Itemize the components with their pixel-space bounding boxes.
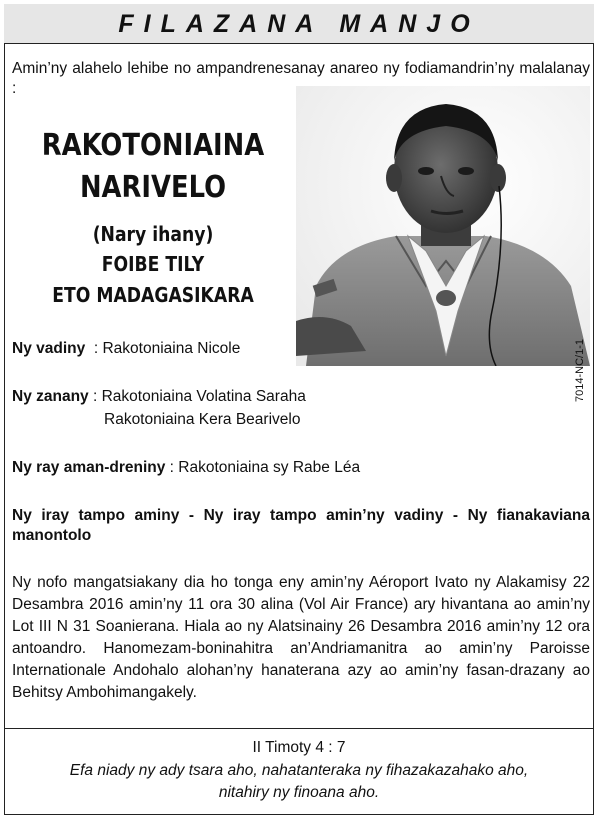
spouse-line: [12, 339, 240, 359]
verse-reference: II Timoty 4 : 7: [252, 739, 346, 756]
separator: :: [165, 459, 179, 476]
notice-title: FILAZANA MANJO: [118, 10, 480, 38]
families-line: Ny iray tampo aminy - Ny iray tampo amin’ny vadiny - Ny fianakaviana manontolo: [12, 507, 590, 544]
funeral-details: Ny nofo mangatsiakany dia ho tonga eny amin’ny Aéroport Ivato ny Alakamisy 22 Desambra 2016 amin’ny 11 ora 30 alina (Vol Air France) ary hivantana ao amin’ny Lot III N 31 Soanierana. Hiala ao ny Alatsinainy 26 Desambra 2016 amin’ny 12 ora antoandro. Hanomezam-boninahitra an’Andriamanitra ao amin’ny Paroisse Internationale Andohalo alohan’ny hanaterana azy ao amin’ny fasan-drazany ao Behitsy Ambohimangakely.: [12, 574, 590, 701]
separator: :: [88, 388, 102, 405]
children-label: Ny zanany: [12, 388, 89, 405]
deceased-given-name: NARIVELO: [79, 170, 227, 205]
deceased-title-line2: ETO MADAGASIKARA: [52, 283, 254, 307]
spouse-label: Ny vadiny: [12, 340, 86, 357]
siblings-label: Ny ray aman-dreniny: [12, 459, 166, 476]
child-name: Rakotoniaina Volatina Saraha: [101, 388, 306, 405]
intro-text: Amin’ny alahelo lehibe no ampandrenesanay anareo ny fodiamandrin’ny malalanay :: [12, 60, 590, 97]
deceased-photo: [296, 86, 590, 366]
separator: :: [85, 340, 103, 357]
deceased-surname: RAKOTONIAINA: [41, 128, 265, 163]
reference-code: 7014-NC/1-1: [574, 339, 586, 402]
siblings-names: Rakotoniaina sy Rabe Léa: [178, 459, 361, 476]
divider: [4, 728, 594, 729]
children-line-2: [104, 410, 300, 430]
verse-line-2: nitahiry ny finoana aho.: [218, 784, 380, 801]
deceased-nickname: (Nary ihany): [92, 222, 214, 246]
children-line: [12, 387, 306, 407]
notice-header: [4, 4, 594, 44]
deceased-title-line1: FOIBE TILY: [101, 252, 205, 276]
siblings-line: [12, 458, 360, 478]
child-name: Rakotoniaina Kera Bearivelo: [104, 411, 301, 428]
verse-line-1: Efa niady ny ady tsara aho, nahatanteraka ny fihazakazahako aho,: [69, 762, 529, 779]
spouse-name: Rakotoniaina Nicole: [102, 340, 241, 357]
verse-text: [4, 760, 594, 804]
